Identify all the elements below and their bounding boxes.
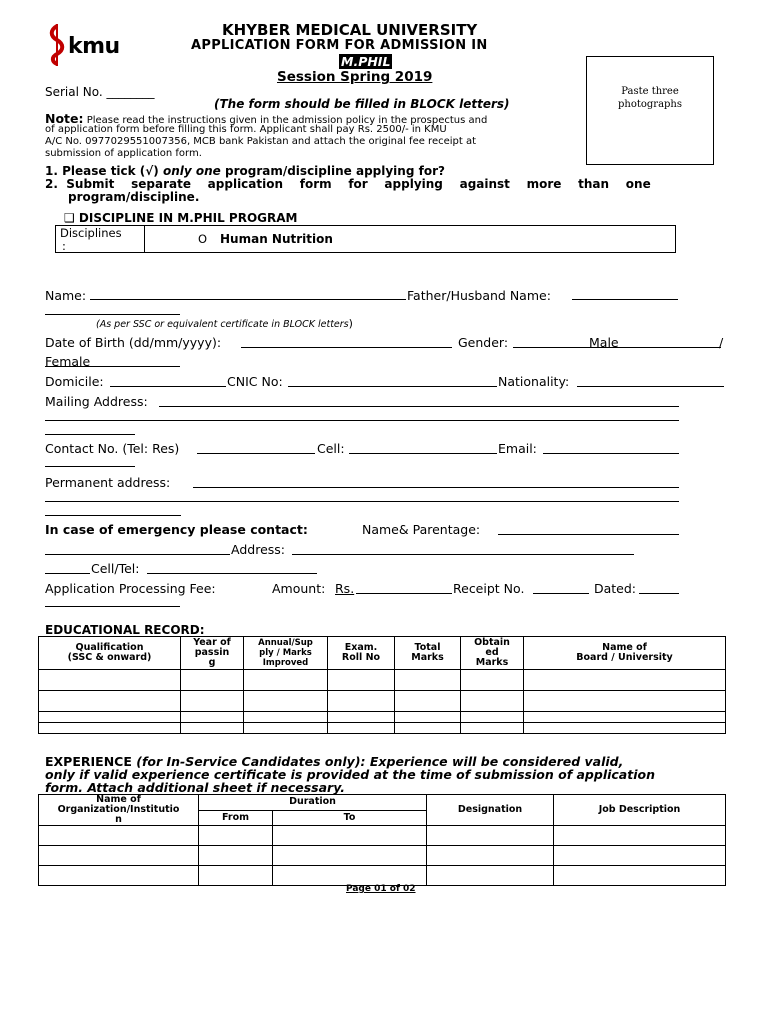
mailing-label: Mailing Address: xyxy=(45,394,148,409)
cnic-label: CNIC No: xyxy=(227,374,283,389)
col-obtained xyxy=(461,637,524,670)
table-row[interactable] xyxy=(39,723,726,734)
email-field[interactable] xyxy=(543,453,679,454)
col-roll xyxy=(328,637,395,670)
mailing-field-1[interactable] xyxy=(159,406,679,407)
col-qualification xyxy=(39,637,181,670)
father-label: Father/Husband Name: xyxy=(407,288,551,303)
table-row[interactable] xyxy=(39,712,726,723)
contact-field[interactable] xyxy=(197,453,315,454)
table-row[interactable] xyxy=(39,691,726,712)
amount-rs: Rs. xyxy=(335,581,355,596)
fee-label: Application Processing Fee: xyxy=(45,581,216,596)
email-field-cont[interactable] xyxy=(45,466,135,467)
kmu-logo xyxy=(46,24,128,68)
note-line-3: A/C No. 0977029551007356, MCB bank Pakistan and attach the original fee receipt at xyxy=(45,136,477,147)
parentage-field-cont[interactable] xyxy=(45,554,230,555)
experience-rest: : Experience will be considered valid, xyxy=(360,754,624,769)
col-obtained-1: Obtain xyxy=(474,637,510,648)
kmu-emblem-icon xyxy=(46,24,68,66)
gender-label: Gender: xyxy=(458,335,509,350)
gender-male[interactable]: Male xyxy=(589,335,619,350)
serial-no[interactable]: Serial No. ________ xyxy=(45,85,155,99)
experience-label: EXPERIENCE xyxy=(45,754,132,769)
col-duration: Duration xyxy=(199,795,427,811)
page-number: Page 01 of 02 xyxy=(346,884,416,894)
discipline-box xyxy=(55,225,676,253)
col-designation: Designation xyxy=(427,795,554,826)
logo-text: kmu xyxy=(68,34,120,59)
discipline-radio[interactable]: O xyxy=(198,232,208,246)
parentage-field[interactable] xyxy=(498,534,679,535)
experience-line-2: only if valid experience certificate is provided at the time of submission of application xyxy=(45,767,655,782)
gender-slash: / xyxy=(719,335,724,350)
col-obtained-2: ed xyxy=(485,647,499,658)
note-line-2: of application form before filling this form. Applicant shall pay Rs. 2500/- in KMU xyxy=(45,124,447,135)
cell-label: Cell: xyxy=(317,441,345,456)
experience-paren: (for In-Service Candidates only) xyxy=(136,754,361,769)
cell-tel-field[interactable] xyxy=(147,573,317,574)
col-annual-3: Improved xyxy=(262,658,309,668)
cell-tel-label: Cell/Tel: xyxy=(91,561,140,576)
email-label: Email: xyxy=(498,441,537,456)
parentage-label: Name& Parentage: xyxy=(362,522,481,537)
female-line xyxy=(45,366,180,367)
col-org-3: n xyxy=(115,814,122,825)
nationality-field[interactable] xyxy=(577,386,724,387)
table-row[interactable] xyxy=(39,866,726,886)
note-text-1: Please read the instructions given in the admission policy in the prospectus and xyxy=(86,115,488,126)
col-total xyxy=(395,637,461,670)
experience-table xyxy=(38,794,726,886)
ssc-note-close: ) xyxy=(348,317,353,330)
col-annual-1: Annual/Sup xyxy=(258,638,313,648)
dated-label: Dated: xyxy=(594,581,637,596)
table-row[interactable] xyxy=(39,826,726,846)
cell-tel-prefix xyxy=(45,573,90,574)
amount-label: Amount: xyxy=(272,581,326,596)
col-org-2: Organization/Institutio xyxy=(57,804,180,815)
dated-field[interactable] xyxy=(639,593,679,594)
contact-label: Contact No. (Tel: Res) xyxy=(45,441,180,456)
name-label: Name: xyxy=(45,288,87,303)
col-year-1: Year of xyxy=(193,637,231,648)
table-row[interactable] xyxy=(39,846,726,866)
dob-label: Date of Birth (dd/mm/yyyy): xyxy=(45,335,222,350)
col-org-1: Name of xyxy=(96,794,141,805)
experience-line-3: form. Attach additional sheet if necessary. xyxy=(45,780,345,795)
amount-field[interactable] xyxy=(356,593,452,594)
col-roll-1: Exam. xyxy=(344,642,378,653)
photo-box[interactable] xyxy=(586,56,714,165)
instruction-2: 2. Submit separate application form for applying against more than one xyxy=(45,177,651,191)
form-title: APPLICATION FORM FOR ADMISSION IN xyxy=(191,38,488,53)
instruction-1-post: program/discipline applying for? xyxy=(220,164,445,178)
photo-box-label: Paste three photographs xyxy=(617,86,683,110)
col-total-1: Total xyxy=(414,642,441,653)
col-board-2: Board / University xyxy=(576,652,673,663)
discipline-heading: ❑ DISCIPLINE IN M.PHIL PROGRAM xyxy=(64,211,298,225)
ssc-note xyxy=(96,317,353,330)
permanent-field-1[interactable] xyxy=(193,487,679,488)
col-annual xyxy=(244,637,328,670)
program-badge: M.PHIL xyxy=(341,54,391,69)
instruction-2-cont: program/discipline. xyxy=(68,190,200,204)
education-heading: EDUCATIONAL RECORD: xyxy=(45,623,205,637)
col-annual-2: ply / Marks xyxy=(259,648,312,658)
ssc-note-text: (As per SSC or equivalent certificate in BLOCK letters xyxy=(96,319,349,330)
dob-field[interactable] xyxy=(241,347,452,348)
university-name: KHYBER MEDICAL UNIVERSITY xyxy=(222,21,478,39)
instruction-1 xyxy=(45,164,445,178)
receipt-field[interactable] xyxy=(533,593,589,594)
col-qualification-2: (SSC & onward) xyxy=(67,652,152,663)
cell-field[interactable] xyxy=(349,453,497,454)
col-board-1: Name of xyxy=(602,642,647,653)
col-roll-2: Roll No xyxy=(341,652,381,663)
col-organization xyxy=(39,795,199,826)
col-year-2: passin xyxy=(194,647,230,658)
address-field[interactable] xyxy=(292,554,634,555)
emergency-label: In case of emergency please contact: xyxy=(45,522,308,537)
mailing-field-3[interactable] xyxy=(45,434,135,435)
col-qualification-1: Qualification xyxy=(75,642,144,653)
discipline-label-2: : xyxy=(62,239,66,253)
nationality-label: Nationality: xyxy=(498,374,570,389)
domicile-label: Domicile: xyxy=(45,374,104,389)
permanent-field-2[interactable] xyxy=(45,501,679,502)
gender-female[interactable]: Female xyxy=(45,354,91,369)
permanent-label: Permanent address: xyxy=(45,475,171,490)
name-field-cont[interactable] xyxy=(45,314,180,315)
block-letters-note: (The form should be filled in BLOCK letters) xyxy=(214,97,510,111)
father-field[interactable] xyxy=(572,299,678,300)
col-year-3: g xyxy=(208,657,216,668)
mailing-field-2[interactable] xyxy=(45,420,679,421)
col-year xyxy=(181,637,244,670)
col-obtained-3: Marks xyxy=(475,657,509,668)
education-table xyxy=(38,636,726,734)
name-field[interactable] xyxy=(90,299,406,300)
domicile-field[interactable] xyxy=(110,386,226,387)
receipt-label: Receipt No. xyxy=(453,581,525,596)
note-label: Note: xyxy=(45,111,84,126)
col-board xyxy=(524,637,726,670)
col-from: From xyxy=(199,810,273,826)
instruction-1-pre: 1. Please tick (√) xyxy=(45,164,163,178)
col-job: Job Description xyxy=(554,795,726,826)
discipline-label-1: Disciplines xyxy=(60,226,122,240)
discipline-option-human-nutrition[interactable]: Human Nutrition xyxy=(220,232,333,246)
col-total-2: Marks xyxy=(411,652,444,663)
table-row[interactable] xyxy=(39,670,726,691)
instruction-1-em: only one xyxy=(162,164,221,178)
dated-field-cont[interactable] xyxy=(45,606,180,607)
cnic-field[interactable] xyxy=(288,386,497,387)
session: Session Spring 2019 xyxy=(277,69,433,85)
col-to: To xyxy=(273,810,427,826)
address-label: Address: xyxy=(231,542,285,557)
note-line-4: submission of application form. xyxy=(45,148,202,159)
permanent-field-3[interactable] xyxy=(45,515,181,516)
